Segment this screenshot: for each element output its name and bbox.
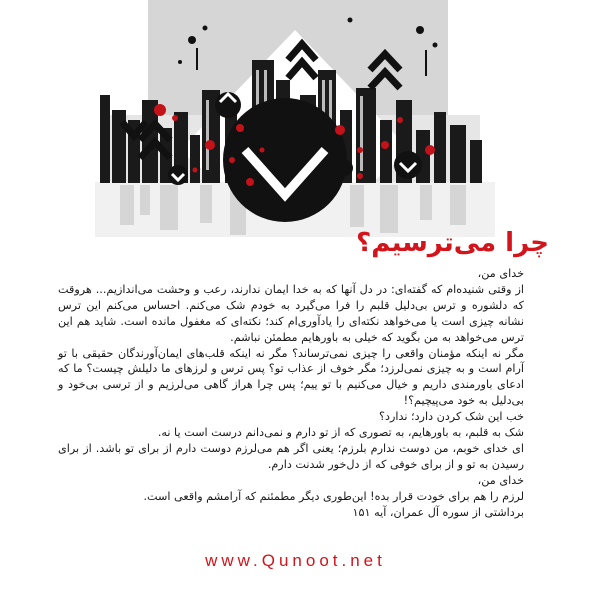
body-paragraph: مگر نه اینکه مؤمنان واقعی را چیزی نمی‌ترساند؟ مگر نه اینکه قلب‌های ایمان‌آورندگان حقیقی با تو آرام است و به چیزی نمی‌لرزد؛ مگر خوف از عذاب تو؟ پس ترس و لرزهای ما دلیلش چیست؟ ما که ادعای باورمندی داریم و خیال می‌کنیم با تو ییم؛ پس چرا هراز گاهی می‌لرزیم و از ترسی بی‌خود و بی‌دلیل به خود می‌پیچیم؟! <box>58 346 524 408</box>
body-paragraph: شک به قلبم، به باورهایم، به تصوری که از تو دارم و نمی‌دانم درست است یا نه. <box>157 426 524 440</box>
salutation: خدای من، <box>477 473 524 487</box>
body-paragraph: خب این شک کردن دارد؛ ندارد؟ <box>379 410 524 424</box>
salutation: خدای من، <box>477 267 524 280</box>
source-citation: برداشتی از سوره آل عمران، آیه ۱۵۱ <box>352 505 524 519</box>
body-paragraph: ای خدای خوبم، من دوست ندارم بلرزم؛ یعنی اگر هم می‌لرزم دوست دارم از برای تو باشد. از برای رسیدن به تو و از برای خوفی که از دل‌خور شدنت دارم. <box>58 441 524 471</box>
body-paragraph: لرزم را هم برای خودت قرار بده! این‌طوری دیگر مطمئنم که آرامشم واقعی است. <box>143 489 524 503</box>
header-illustration <box>0 0 591 260</box>
body-paragraph: از وقتی شنیده‌ام که گفته‌ای: در دل آنها که به خدا ایمان ندارند، رعب و وحشت می‌اندازیم... هروقت که دلشوره و ترس بی‌دلیل قلبم را فرا می‌گیرد به خودم شک می‌کنم. احساس می‌کنم این ترس نشانه چیزی است یا می‌خواهد نکته‌ای را یادآوری‌ام کند؛ نکته‌ای که مغفول مانده است. شاید هم این ترس می‌خواهد به من بگوید که خیلی به باورهایم مطمئن نباشم. <box>58 282 524 344</box>
black-circle-emblem <box>223 98 347 222</box>
article-title: چرا می‌ترسیم؟ <box>356 228 549 258</box>
article-body <box>58 266 524 521</box>
website-link[interactable]: www.Qunoot.net <box>205 551 386 570</box>
